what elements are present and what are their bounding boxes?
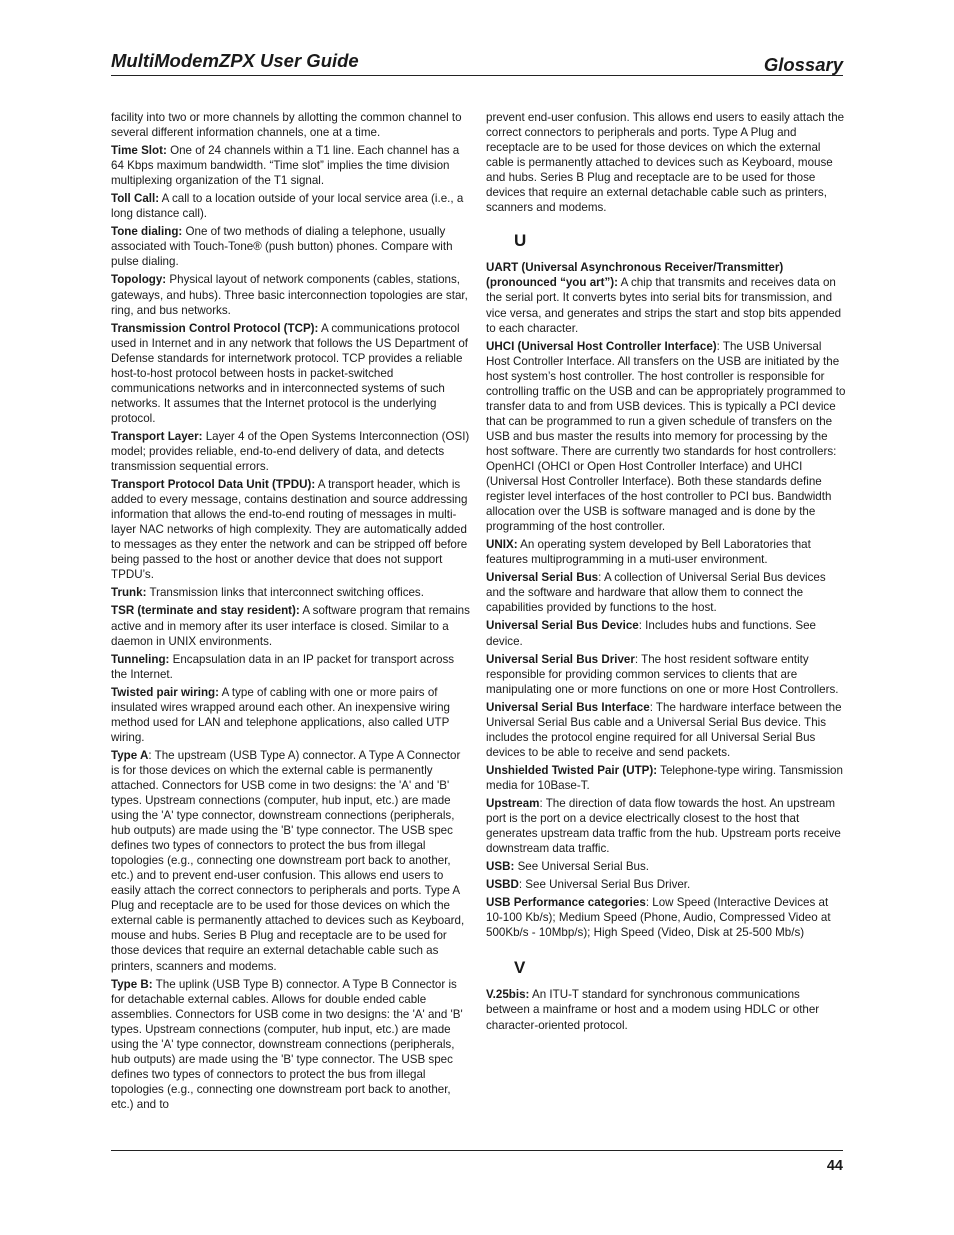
left-column — [111, 110, 471, 1115]
page-header — [111, 46, 843, 76]
document-title: MultiModemZPX User Guide — [111, 50, 359, 71]
footer-rule — [111, 1150, 843, 1151]
glossary-entry-usbd: USBD: See Universal Serial Bus Driver. — [486, 878, 691, 892]
glossary-entry-usb-driver: Universal Serial Bus Driver: The host resident software entity responsible for providing common services to clients that are manipulating one or more functions on one or more Host Controllers. — [486, 652, 839, 696]
section-title: Glossary — [763, 54, 843, 75]
section-letter-u: U — [514, 231, 527, 251]
glossary-entry-usb-interface: Universal Serial Bus Interface: The hardware interface between the Universal Serial Bus cable and a Universal Serial Bus device. This includes the protocol engine required for all Universal Serial Bus devices to be able to receive and send packets. — [486, 700, 842, 759]
glossary-entry-trunk: Trunk: Transmission links that interconnect switching offices. — [111, 586, 424, 600]
glossary-entry-tcp: Transmission Control Protocol (TCP): A communications protocol used in Internet and in any network that follows the US Department of Defense standards for internetwork protocol. TCP provides a reliable host-to-host protocol between hosts in packet-switched communications networks and in interconnected systems of such networks. It assumes that the Internet protocol is the underlying protocol. — [111, 321, 469, 425]
glossary-entry-uhci: UHCI (Universal Host Controller Interface): The USB Universal Host Controller Interface. All transfers on the USB are initiated by the host system’s host controller. The host controller is responsible for controlling traffic on the USB and can be appropriately programmed to transfer data to and from USB devices. This is typically a PCI device that can be programmed to run a given schedule of transfers on the USB and bus master the results into memory for processing by the host software. There are currently two standards for host controllers: OpenHCI (OHCI or Open Host Controller Interface) and UHCI (Universal Host Controller Interface). Both these standards define register level interfaces of the host controller to PCI bus. Bandwidth allocation over the USB is software managed and is done by the programming of the host controller. — [486, 339, 846, 534]
glossary-entry-usb-abbrev: USB: See Universal Serial Bus. — [486, 860, 650, 874]
glossary-entry-uart: UART (Universal Asynchronous Receiver/Transmitter) (pronounced “you art”): A chip that transmits and receives data on the serial port. It converts bytes into serial bits for transmission, and vice versa, and generates and strips the start and stop bits appended to each character. — [486, 261, 842, 335]
section-letter-v: V — [514, 958, 526, 978]
glossary-entry-topology: Topology: Physical layout of network components (cables, stations, gateways, and hubs). Three basic interconnection topologies are star, ring, and bus networks. — [111, 273, 468, 317]
glossary-entry-toll-call: Toll Call: A call to a location outside of your local service area (i.e., a long distance call). — [111, 192, 464, 221]
glossary-entry-utp: Unshielded Twisted Pair (UTP): Telephone-type wiring. Tansmission media for 10Base-T. — [486, 763, 843, 792]
glossary-entry-tone-dialing: Tone dialing: One of two methods of dialing a telephone, usually associated with Touch-Tone® (push button) phones. Compare with pulse dialing. — [111, 225, 453, 269]
glossary-entry-time-slot: Time Slot: One of 24 channels within a T1 line. Each channel has a 64 Kbps maximum bandwidth. “Time slot” implies the time division multiplexing organization of the T1 signal. — [111, 144, 460, 188]
glossary-entry-tunneling: Tunneling: Encapsulation data in an IP packet for transport across the Internet. — [111, 652, 455, 681]
right-column — [486, 110, 846, 1036]
glossary-entry-type-b: Type B: The uplink (USB Type B) connector. A Type B Connector is for detachable external cables. Allows for double ended cable assemblies. Connectors for USB come in two designs: the 'A' and 'B' types. Upstream connections (computer, hub input, etc.) are made using the 'A' type connector, downstream connections (peripherals, hub outputs) are made using the 'B' type connector. The USB spec defines two types of connectors to protect the bus from illegal topologies (e.g., connecting one downstream port back to another, etc.) and to — [111, 977, 463, 1111]
glossary-entry-tsr: TSR (terminate and stay resident): A software program that remains active and in memory after its user interface is closed. Similar to a daemon in UNIX environments. — [111, 604, 470, 648]
glossary-entry-tpdu: Transport Protocol Data Unit (TPDU): A transport header, which is added to every message, contains destination and source addressing information that allows the end-to-end routing of messages in multi-layer NAC networks of high complexity. They are automatically added to messages as they enter the network and can be stripped off before being passed to the host or another device that does not support TPDU’s. — [111, 478, 468, 582]
glossary-entry-continued: prevent end-user confusion. This allows end users to easily attach the correct connectors to peripherals and ports. Type A Plug and receptacle are to be used for those devices on which the external cable is permanently attached to devices such as Keyboard, mouse and hubs. Series B Plug and receptacle are to be used for those devices that require an external detachable cable such as printers, scanners and modems. — [486, 111, 845, 215]
glossary-entry-continued: facility into two or more channels by allotting the common channel to several different information channels, one at a time. — [111, 111, 462, 140]
glossary-entry-upstream: Upstream: The direction of data flow towards the host. An upstream port is the port on a device electrically closest to the host that generates upstream data traffic from the hub. Upstream ports receive downstream data traffic. — [486, 796, 841, 856]
glossary-entry-v25bis: V.25bis: An ITU-T standard for synchronous communications between a mainframe or host and a modem using HDLC or other character-oriented protocol. — [486, 988, 820, 1032]
glossary-entry-unix: UNIX: An operating system developed by Bell Laboratories that features multiprogramming in a muti-user environment. — [486, 538, 811, 567]
page-number: 44 — [826, 1158, 843, 1174]
glossary-entry-transport-layer: Transport Layer: Layer 4 of the Open Systems Interconnection (OSI) model; provides reliable, end-to-end delivery of data, and detects transmission sequential errors. — [111, 429, 470, 474]
glossary-entry-usb-device: Universal Serial Bus Device: Includes hubs and functions. See device. — [486, 619, 816, 648]
glossary-entry-usb-performance: USB Performance categories: Low Speed (Interactive Devices at 10-100 Kb/s); Medium Speed (Phone, Audio, Compressed Video at 500Kb/s - 10Mbp/s); High Speed (Video, Disk at 25-500 Mb/s) — [486, 896, 831, 940]
glossary-entry-usb: Universal Serial Bus: A collection of Universal Serial Bus devices and the software and hardware that allow them to connect the capabilities provided by functions to the host. — [486, 571, 826, 615]
glossary-entry-twisted-pair: Twisted pair wiring: A type of cabling with one or more pairs of insulated wires wrapped around each other. An inexpensive wiring method used for LAN and telephone applications, also called UTP wiring. — [111, 685, 451, 744]
glossary-entry-type-a: Type A: The upstream (USB Type A) connector. A Type A Connector is for those devices on which the external cable is permanently attached. Connectors for USB come in two designs: the 'A' and 'B' types. Upstream connections (computer, hub input, etc.) are made using the 'A' type connector, downstream connections (peripherals, hub outputs) are made using the 'B' type connector. The USB spec defines two types of connectors to protect the bus from illegal topologies (e.g., connecting one downstream port back to another, etc.) and to prevent end-user confusion. This allows end users to easily attach the correct connectors to peripherals and ports. Type A Plug and receptacle are to be used for those devices on which the external cable is permanently attached to devices such as Keyboard, mouse and hubs. Series B Plug and receptacle are to be used for those devices that require an external detachable cable such as printers, scanners and modems. — [111, 748, 465, 973]
header-rule — [111, 75, 843, 76]
